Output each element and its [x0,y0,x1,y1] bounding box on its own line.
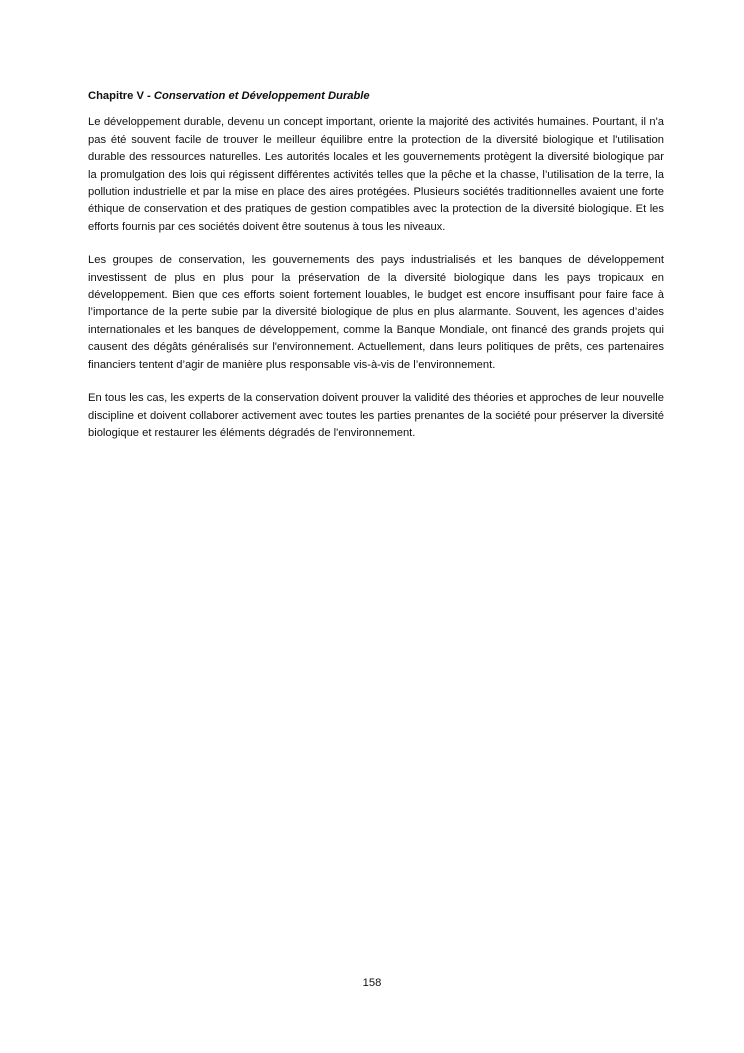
paragraph-2: Les groupes de conservation, les gouvernements des pays industrialisés et les banques de développement investissent de plus en plus pour la préservation de la diversité biologique dans les pays tropicaux en développement. Bien que ces efforts soient fortement louables, le budget est encore insuffisant pour faire face à l’importance de la perte subie par la diversité biologique de plus en plus alarmante. Souvent, les agences d’aides internationales et les banques de développement, comme la Banque Mondiale, ont financé des grands projets qui causent des dégâts généralisés sur l'environnement. Actuellement, dans leurs politiques de prêts, ces partenaires financiers tentent d’agir de manière plus responsable vis-à-vis de l’environnement. [88,254,664,371]
paragraph-3: En tous les cas, les experts de la conservation doivent prouver la validité des théories et approches de leur nouvelle discipline et doivent collaborer activement avec toutes les parties prenantes de la société pour préserver la diversité biologique et restaurer les éléments dégradés de l'environnement. [88,392,664,439]
chapter-heading [88,88,664,105]
chapter-label: Chapitre V [88,90,144,102]
heading-separator: - [143,90,154,102]
chapter-title: Conservation et Développement Durable [153,90,370,102]
page-number: 158 [362,977,382,989]
page-body [88,88,664,458]
paragraph-1: Le développement durable, devenu un concept important, oriente la majorité des activités humaines. Pourtant, il n'a pas été souvent facile de trouver le meilleur équilibre entre la protection de la diversité biologique et l'utilisation durable des ressources naturelles. Les autorités locales et les gouvernements protègent la diversité biologique par la promulgation des lois qui régissent différentes activités telles que la pêche et la chasse, l’utilisation de la terre, la pollution industrielle et par la mise en place des aires protégées. Plusieurs sociétés traditionnelles avaient une forte éthique de conservation et des pratiques de gestion compatibles avec la protection de la diversité biologique. Et les efforts fournis par ces sociétés doivent être soutenus à tous les niveaux. [88,116,664,233]
